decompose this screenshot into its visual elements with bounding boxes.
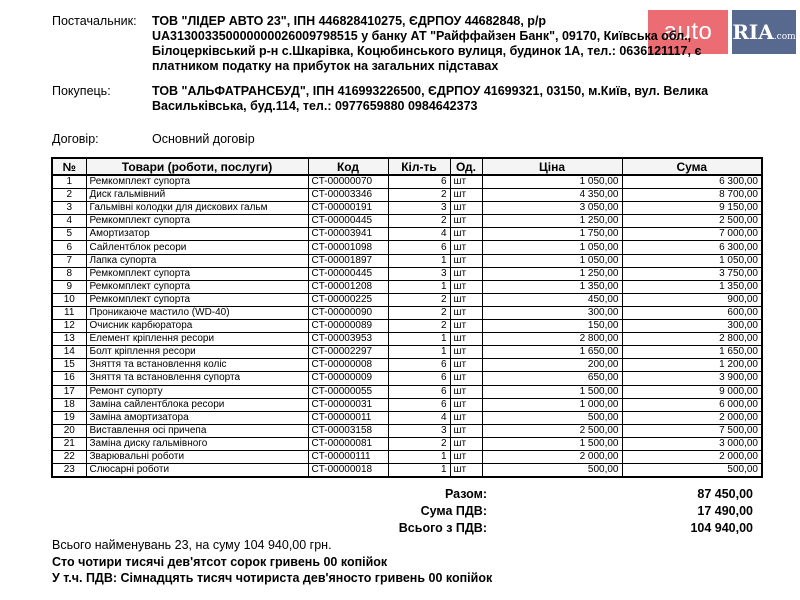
goods-name-cell: Зняття та встановлення супорта xyxy=(86,372,308,385)
quantity-cell: 3 xyxy=(388,267,450,280)
price-cell: 1 050,00 xyxy=(482,254,622,267)
quantity-cell: 3 xyxy=(388,424,450,437)
price-cell: 450,00 xyxy=(482,293,622,306)
supplier-label: Постачальник: xyxy=(52,14,137,28)
sum-cell: 1 650,00 xyxy=(622,346,762,359)
quantity-cell: 1 xyxy=(388,346,450,359)
quantity-cell: 1 xyxy=(388,333,450,346)
goods-code-cell: CT-00000445 xyxy=(308,267,388,280)
goods-code-cell: CT-00000081 xyxy=(308,437,388,450)
price-cell: 1 750,00 xyxy=(482,228,622,241)
quantity-cell: 2 xyxy=(388,189,450,202)
goods-code-cell: CT-00000225 xyxy=(308,293,388,306)
table-row xyxy=(52,228,762,241)
goods-name-cell: Сайлентблок ресори xyxy=(86,241,308,254)
quantity-cell: 2 xyxy=(388,215,450,228)
quantity-cell: 1 xyxy=(388,450,450,463)
unit-cell: шт xyxy=(450,359,482,372)
row-number-cell: 16 xyxy=(52,372,86,385)
sum-cell: 9 150,00 xyxy=(622,202,762,215)
unit-cell: шт xyxy=(450,267,482,280)
quantity-cell: 6 xyxy=(388,385,450,398)
sum-cell: 6 300,00 xyxy=(622,175,762,189)
sum-cell: 500,00 xyxy=(622,464,762,478)
quantity-cell: 2 xyxy=(388,306,450,319)
table-row xyxy=(52,306,762,319)
goods-name-cell: Ремкомплект супорта xyxy=(86,175,308,189)
goods-name-cell: Заміна диску гальмівного xyxy=(86,437,308,450)
sum-cell: 3 900,00 xyxy=(622,372,762,385)
unit-cell: шт xyxy=(450,372,482,385)
table-row xyxy=(52,254,762,267)
col-header-goods: Товари (роботи, послуги) xyxy=(86,158,308,175)
sum-cell: 900,00 xyxy=(622,293,762,306)
price-cell: 500,00 xyxy=(482,464,622,478)
watermark-ria xyxy=(732,10,796,54)
unit-cell: шт xyxy=(450,333,482,346)
table-row xyxy=(52,411,762,424)
table-row xyxy=(52,437,762,450)
price-cell: 1 000,00 xyxy=(482,398,622,411)
table-row xyxy=(52,280,762,293)
row-number-cell: 13 xyxy=(52,333,86,346)
buyer-label: Покупець: xyxy=(52,84,111,98)
goods-code-cell: CT-00000009 xyxy=(308,372,388,385)
quantity-cell: 4 xyxy=(388,411,450,424)
sum-cell: 8 700,00 xyxy=(622,189,762,202)
goods-code-cell: CT-00000018 xyxy=(308,464,388,478)
quantity-cell: 6 xyxy=(388,398,450,411)
unit-cell: шт xyxy=(450,346,482,359)
goods-code-cell: CT-00003941 xyxy=(308,228,388,241)
unit-cell: шт xyxy=(450,464,482,478)
goods-code-cell: CT-00002297 xyxy=(308,346,388,359)
subtotal-label: Разом: xyxy=(444,487,487,501)
goods-name-cell: Слюсарні роботи xyxy=(86,464,308,478)
goods-code-cell: CT-00000011 xyxy=(308,411,388,424)
contract-value: Основний договір xyxy=(152,132,255,146)
goods-code-cell: CT-00000191 xyxy=(308,202,388,215)
unit-cell: шт xyxy=(450,202,482,215)
sum-cell: 3 750,00 xyxy=(622,267,762,280)
sum-cell: 7 000,00 xyxy=(622,228,762,241)
price-cell: 650,00 xyxy=(482,372,622,385)
table-row xyxy=(52,175,762,189)
goods-name-cell: Гальмівні колодки для дискових гальм xyxy=(86,202,308,215)
row-number-cell: 1 xyxy=(52,175,86,189)
quantity-cell: 1 xyxy=(388,254,450,267)
goods-name-cell: Амортизатор xyxy=(86,228,308,241)
unit-cell: шт xyxy=(450,437,482,450)
goods-code-cell: CT-00000445 xyxy=(308,215,388,228)
price-cell: 200,00 xyxy=(482,359,622,372)
table-row xyxy=(52,333,762,346)
vat-in-words: У т.ч. ПДВ: Сімнадцять тисяч чотириста дев'яносто гривень 00 копійок xyxy=(52,571,493,585)
unit-cell: шт xyxy=(450,215,482,228)
table-row xyxy=(52,293,762,306)
goods-code-cell: CT-00000031 xyxy=(308,398,388,411)
unit-cell: шт xyxy=(450,280,482,293)
sum-cell: 2 000,00 xyxy=(622,411,762,424)
col-header-code: Код xyxy=(308,158,388,175)
sum-cell: 6 000,00 xyxy=(622,398,762,411)
unit-cell: шт xyxy=(450,398,482,411)
price-cell: 1 050,00 xyxy=(482,241,622,254)
table-row xyxy=(52,464,762,478)
table-row xyxy=(52,424,762,437)
price-cell: 1 250,00 xyxy=(482,267,622,280)
unit-cell: шт xyxy=(450,424,482,437)
table-row xyxy=(52,398,762,411)
price-cell: 500,00 xyxy=(482,411,622,424)
table-row xyxy=(52,202,762,215)
sum-cell: 6 300,00 xyxy=(622,241,762,254)
goods-name-cell: Лапка супорта xyxy=(86,254,308,267)
goods-code-cell: CT-00003953 xyxy=(308,333,388,346)
vat-label: Сума ПДВ: xyxy=(420,504,487,518)
table-row xyxy=(52,320,762,333)
sum-cell: 2 000,00 xyxy=(622,450,762,463)
row-number-cell: 18 xyxy=(52,398,86,411)
goods-name-cell: Виставлення осі причепа xyxy=(86,424,308,437)
table-row xyxy=(52,359,762,372)
price-cell: 1 650,00 xyxy=(482,346,622,359)
row-number-cell: 23 xyxy=(52,464,86,478)
goods-code-cell: CT-00001098 xyxy=(308,241,388,254)
quantity-cell: 1 xyxy=(388,464,450,478)
unit-cell: шт xyxy=(450,175,482,189)
price-cell: 1 500,00 xyxy=(482,385,622,398)
sum-cell: 2 500,00 xyxy=(622,215,762,228)
table-row xyxy=(52,189,762,202)
goods-code-cell: CT-00001897 xyxy=(308,254,388,267)
total-in-words: Сто чотири тисячі дев'ятсот сорок гривень 00 копійок xyxy=(52,555,388,569)
unit-cell: шт xyxy=(450,411,482,424)
total-value: 104 940,00 xyxy=(690,521,753,535)
table-row xyxy=(52,385,762,398)
goods-code-cell: CT-00001208 xyxy=(308,280,388,293)
sum-cell: 9 000,00 xyxy=(622,385,762,398)
goods-name-cell: Ремкомплект супорта xyxy=(86,215,308,228)
price-cell: 1 500,00 xyxy=(482,437,622,450)
quantity-cell: 3 xyxy=(388,202,450,215)
table-row xyxy=(52,215,762,228)
goods-name-cell: Зварювальні роботи xyxy=(86,450,308,463)
goods-code-cell: CT-00003158 xyxy=(308,424,388,437)
goods-name-cell: Диск гальмівний xyxy=(86,189,308,202)
price-cell: 1 050,00 xyxy=(482,175,622,189)
row-number-cell: 19 xyxy=(52,411,86,424)
row-number-cell: 9 xyxy=(52,280,86,293)
col-header-price: Ціна xyxy=(482,158,622,175)
row-number-cell: 2 xyxy=(52,189,86,202)
goods-code-cell: CT-00000111 xyxy=(308,450,388,463)
row-number-cell: 5 xyxy=(52,228,86,241)
watermark-auto: auto xyxy=(648,10,728,54)
sum-cell: 2 800,00 xyxy=(622,333,762,346)
sum-cell: 1 050,00 xyxy=(622,254,762,267)
col-header-unit: Од. xyxy=(450,158,482,175)
table-row xyxy=(52,450,762,463)
sum-cell: 1 350,00 xyxy=(622,280,762,293)
goods-code-cell: CT-00000090 xyxy=(308,306,388,319)
total-label: Всього з ПДВ: xyxy=(398,521,487,535)
table-row xyxy=(52,267,762,280)
price-cell: 2 800,00 xyxy=(482,333,622,346)
row-number-cell: 21 xyxy=(52,437,86,450)
quantity-cell: 2 xyxy=(388,320,450,333)
row-number-cell: 20 xyxy=(52,424,86,437)
price-cell: 2 000,00 xyxy=(482,450,622,463)
row-number-cell: 17 xyxy=(52,385,86,398)
quantity-cell: 2 xyxy=(388,437,450,450)
goods-name-cell: Елемент кріплення ресори xyxy=(86,333,308,346)
goods-code-cell: CT-00000089 xyxy=(308,320,388,333)
col-header-number: № xyxy=(52,158,86,175)
table-row xyxy=(52,346,762,359)
unit-cell: шт xyxy=(450,320,482,333)
goods-code-cell: CT-00000055 xyxy=(308,385,388,398)
table-header-row xyxy=(52,158,762,175)
contract-label: Договір: xyxy=(52,132,99,146)
row-number-cell: 10 xyxy=(52,293,86,306)
row-number-cell: 12 xyxy=(52,320,86,333)
price-cell: 1 250,00 xyxy=(482,215,622,228)
goods-code-cell: CT-00000070 xyxy=(308,175,388,189)
goods-code-cell: CT-00000008 xyxy=(308,359,388,372)
watermark-ria-suffix: .com xyxy=(773,32,796,42)
sum-cell: 7 500,00 xyxy=(622,424,762,437)
sum-cell: 600,00 xyxy=(622,306,762,319)
items-count-summary: Всього найменувань 23, на суму 104 940,00 грн. xyxy=(52,538,332,552)
supplier-details: ТОВ "ЛІДЕР АВТО 23", ІПН 446828410275, ЄДРПОУ 44682848, р/р UA313003350000000026009798515 у банку АТ "Райффайзен Банк", 09170, Київська обл., Білоцерківський р-н с.Шкарівка, Коцюбинського вулиця, будинок 1А, тел.: 0636121117, є платником податку на прибуток на загальних підставах xyxy=(152,14,702,73)
table-row xyxy=(52,241,762,254)
row-number-cell: 6 xyxy=(52,241,86,254)
unit-cell: шт xyxy=(450,228,482,241)
goods-name-cell: Ремкомплект супорта xyxy=(86,267,308,280)
unit-cell: шт xyxy=(450,254,482,267)
sum-cell: 1 200,00 xyxy=(622,359,762,372)
goods-name-cell: Болт кріплення ресори xyxy=(86,346,308,359)
quantity-cell: 2 xyxy=(388,293,450,306)
col-header-quantity: Кіл-ть xyxy=(388,158,450,175)
goods-name-cell: Ремкомплект супорта xyxy=(86,280,308,293)
row-number-cell: 14 xyxy=(52,346,86,359)
unit-cell: шт xyxy=(450,241,482,254)
quantity-cell: 6 xyxy=(388,175,450,189)
quantity-cell: 6 xyxy=(388,241,450,254)
sum-cell: 3 000,00 xyxy=(622,437,762,450)
price-cell: 1 350,00 xyxy=(482,280,622,293)
sum-cell: 300,00 xyxy=(622,320,762,333)
price-cell: 2 500,00 xyxy=(482,424,622,437)
unit-cell: шт xyxy=(450,306,482,319)
goods-name-cell: Ремкомплект супорта xyxy=(86,293,308,306)
watermark-ria-text: RIA xyxy=(732,20,774,44)
table-row xyxy=(52,372,762,385)
price-cell: 300,00 xyxy=(482,306,622,319)
col-header-sum: Сума xyxy=(622,158,762,175)
buyer-details: ТОВ "АЛЬФАТРАНСБУД", ІПН 416993226500, ЄДРПОУ 41699321, 03150, м.Київ, вул. Велика Васильківська, буд.114, тел.: 0977659880 0984642373 xyxy=(152,84,709,113)
row-number-cell: 4 xyxy=(52,215,86,228)
subtotal-value: 87 450,00 xyxy=(697,487,753,501)
row-number-cell: 15 xyxy=(52,359,86,372)
price-cell: 150,00 xyxy=(482,320,622,333)
row-number-cell: 3 xyxy=(52,202,86,215)
goods-name-cell: Проникаюче мастило (WD-40) xyxy=(86,306,308,319)
quantity-cell: 4 xyxy=(388,228,450,241)
goods-name-cell: Заміна амортизатора xyxy=(86,411,308,424)
row-number-cell: 11 xyxy=(52,306,86,319)
quantity-cell: 6 xyxy=(388,372,450,385)
unit-cell: шт xyxy=(450,450,482,463)
price-cell: 4 350,00 xyxy=(482,189,622,202)
quantity-cell: 1 xyxy=(388,280,450,293)
unit-cell: шт xyxy=(450,293,482,306)
row-number-cell: 22 xyxy=(52,450,86,463)
row-number-cell: 7 xyxy=(52,254,86,267)
goods-name-cell: Зняття та встановлення коліс xyxy=(86,359,308,372)
price-cell: 3 050,00 xyxy=(482,202,622,215)
goods-name-cell: Заміна сайлентблока ресори xyxy=(86,398,308,411)
goods-code-cell: CT-00003346 xyxy=(308,189,388,202)
unit-cell: шт xyxy=(450,385,482,398)
items-table xyxy=(51,157,763,478)
unit-cell: шт xyxy=(450,189,482,202)
quantity-cell: 6 xyxy=(388,359,450,372)
goods-name-cell: Ремонт супорту xyxy=(86,385,308,398)
vat-value: 17 490,00 xyxy=(697,504,753,518)
row-number-cell: 8 xyxy=(52,267,86,280)
goods-name-cell: Очисник карбюратора xyxy=(86,320,308,333)
